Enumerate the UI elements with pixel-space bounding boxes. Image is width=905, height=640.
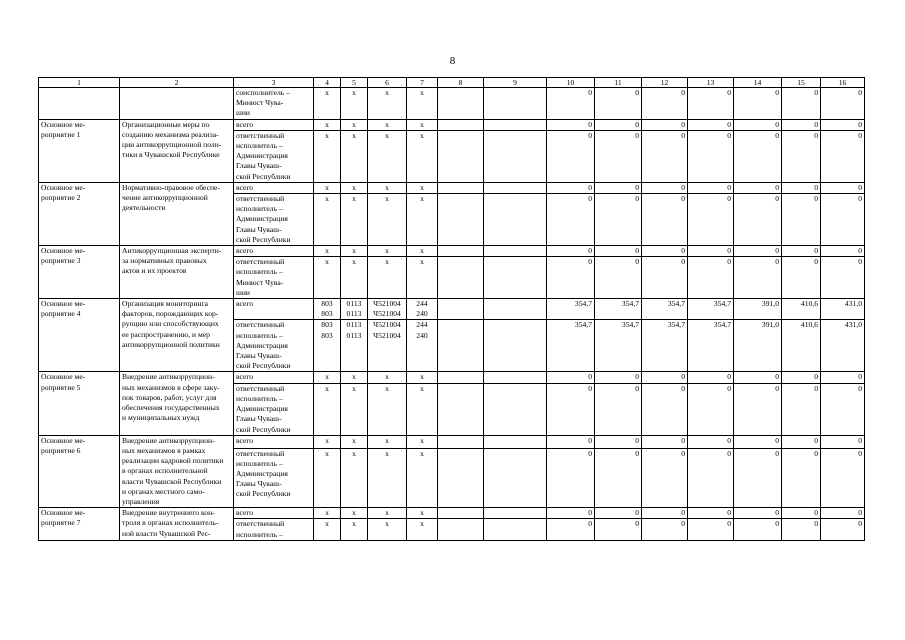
empty-cell: [438, 257, 484, 299]
executor-cell: всего: [234, 246, 314, 257]
target-article-cell: х: [368, 435, 407, 448]
amount-cell: 0: [595, 182, 642, 193]
empty-cell: [484, 508, 547, 519]
empty-cell: [438, 372, 484, 383]
empty-cell: [438, 182, 484, 193]
section-cell: х: [341, 194, 368, 246]
event-name-cell: Нормативно-правовое обеспе- чение антикоррупционной деятельности: [120, 182, 234, 245]
empty-cell: [438, 194, 484, 246]
amount-cell: 0: [782, 182, 821, 193]
event-code-cell: Основное ме- роприятие 2: [39, 182, 120, 245]
section-cell: х: [341, 246, 368, 257]
amount-cell: 354,7: [642, 299, 688, 320]
amount-cell: 0: [547, 435, 595, 448]
empty-cell: [438, 383, 484, 435]
grbs-cell: х: [314, 182, 341, 193]
table-row: [39, 182, 865, 193]
amount-cell: 354,7: [642, 320, 688, 372]
amount-cell: 0: [642, 383, 688, 435]
amount-cell: 0: [821, 88, 865, 120]
executor-cell: всего: [234, 508, 314, 519]
header-cell: 9: [484, 78, 547, 88]
section-cell: х: [341, 448, 368, 508]
amount-cell: 0: [782, 130, 821, 182]
amount-cell: 0: [782, 435, 821, 448]
empty-cell: [438, 88, 484, 120]
empty-cell: [484, 435, 547, 448]
event-name-cell: Организационные меры по созданию механизма реализа- ции антикоррупционной поли- тики в Чувашской Республике: [120, 119, 234, 182]
expense-type-cell: х: [407, 246, 438, 257]
amount-cell: 0: [688, 130, 734, 182]
amount-cell: 0: [734, 372, 782, 383]
amount-cell: 0: [547, 246, 595, 257]
empty-cell: [438, 130, 484, 182]
amount-cell: 0: [642, 194, 688, 246]
executor-cell: ответственный исполнитель – Минюст Чува- шии: [234, 257, 314, 299]
amount-cell: 354,7: [595, 320, 642, 372]
target-article-cell: х: [368, 182, 407, 193]
amount-cell: 0: [734, 508, 782, 519]
amount-cell: 431,0: [821, 320, 865, 372]
empty-cell: [438, 519, 484, 540]
amount-cell: 0: [734, 257, 782, 299]
empty-cell: [438, 508, 484, 519]
amount-cell: 0: [642, 257, 688, 299]
empty-cell: [484, 448, 547, 508]
amount-cell: 0: [821, 257, 865, 299]
table-row: [39, 246, 865, 257]
executor-cell: всего: [234, 119, 314, 130]
amount-cell: 0: [642, 88, 688, 120]
amount-cell: 0: [595, 383, 642, 435]
amount-cell: 0: [688, 182, 734, 193]
empty-cell: [484, 519, 547, 540]
amount-cell: 0: [782, 246, 821, 257]
amount-cell: 0: [595, 519, 642, 540]
empty-cell: [484, 88, 547, 120]
amount-cell: 0: [734, 519, 782, 540]
amount-cell: 0: [734, 194, 782, 246]
header-cell: 13: [688, 78, 734, 88]
amount-cell: 0: [688, 119, 734, 130]
amount-cell: 0: [547, 130, 595, 182]
empty-cell: [484, 130, 547, 182]
amount-cell: 0: [595, 257, 642, 299]
grbs-cell: х: [314, 246, 341, 257]
header-cell: 12: [642, 78, 688, 88]
section-cell: х: [341, 508, 368, 519]
target-article-cell: х: [368, 383, 407, 435]
empty-cell: [484, 383, 547, 435]
grbs-cell: 803 803: [314, 299, 341, 320]
expense-type-cell: х: [407, 194, 438, 246]
section-cell: х: [341, 88, 368, 120]
amount-cell: 0: [595, 508, 642, 519]
event-name-cell: Организация мониторинга факторов, порождающих кор- рупцию или способствующих ее распространению, и мер антикоррупционной политики: [120, 299, 234, 372]
amount-cell: 0: [688, 88, 734, 120]
empty-cell: [438, 119, 484, 130]
event-code-cell: Основное ме- роприятие 4: [39, 299, 120, 372]
grbs-cell: х: [314, 119, 341, 130]
grbs-cell: х: [314, 508, 341, 519]
section-cell: х: [341, 257, 368, 299]
expense-type-cell: х: [407, 257, 438, 299]
executor-cell: ответственный исполнитель –: [234, 519, 314, 540]
amount-cell: 354,7: [688, 320, 734, 372]
amount-cell: 0: [547, 372, 595, 383]
amount-cell: 0: [821, 435, 865, 448]
amount-cell: 0: [547, 448, 595, 508]
amount-cell: 0: [642, 182, 688, 193]
target-article-cell: х: [368, 508, 407, 519]
amount-cell: 391,0: [734, 320, 782, 372]
expense-type-cell: х: [407, 519, 438, 540]
header-cell: 8: [438, 78, 484, 88]
section-cell: 0113 0113: [341, 299, 368, 320]
amount-cell: 0: [821, 246, 865, 257]
executor-cell: соисполнитель – Минюст Чува- шии: [234, 88, 314, 120]
empty-cell: [484, 246, 547, 257]
header-cell: 11: [595, 78, 642, 88]
amount-cell: 0: [734, 182, 782, 193]
event-name-cell: Антикоррупционная эксперти- за нормативных правовых актов и их проектов: [120, 246, 234, 299]
amount-cell: 354,7: [547, 320, 595, 372]
event-code-cell: Основное ме- роприятие 3: [39, 246, 120, 299]
target-article-cell: х: [368, 257, 407, 299]
executor-cell: всего: [234, 182, 314, 193]
amount-cell: 0: [595, 435, 642, 448]
amount-cell: 0: [595, 372, 642, 383]
amount-cell: 391,0: [734, 299, 782, 320]
amount-cell: 410,6: [782, 299, 821, 320]
header-cell: 15: [782, 78, 821, 88]
event-name-cell: Внедрение антикоррупцион- ных механизмов в сфере заку- пок товаров, работ, услуг для обеспечения государственных и муниципальных нужд: [120, 372, 234, 435]
header-cell: 6: [368, 78, 407, 88]
section-cell: х: [341, 130, 368, 182]
amount-cell: 0: [734, 383, 782, 435]
amount-cell: 354,7: [595, 299, 642, 320]
amount-cell: 0: [821, 182, 865, 193]
page-number: 8: [449, 55, 456, 67]
amount-cell: 0: [547, 119, 595, 130]
executor-cell: ответственный исполнитель – Администрация Главы Чуваш- ской Республики: [234, 130, 314, 182]
amount-cell: 410,6: [782, 320, 821, 372]
amount-cell: 0: [782, 88, 821, 120]
target-article-cell: х: [368, 519, 407, 540]
expense-type-cell: х: [407, 435, 438, 448]
empty-cell: [484, 182, 547, 193]
amount-cell: 0: [547, 194, 595, 246]
amount-cell: 0: [821, 372, 865, 383]
header-cell: 4: [314, 78, 341, 88]
empty-cell: [438, 320, 484, 372]
executor-cell: всего: [234, 435, 314, 448]
amount-cell: 0: [595, 448, 642, 508]
table-row: [39, 119, 865, 130]
header-cell: 7: [407, 78, 438, 88]
event-code-cell: Основное ме- роприятие 1: [39, 119, 120, 182]
empty-cell: [484, 372, 547, 383]
table-row: [39, 372, 865, 383]
budget-table: [38, 77, 865, 541]
grbs-cell: х: [314, 88, 341, 120]
empty-cell: [438, 448, 484, 508]
section-cell: 0113 0113: [341, 320, 368, 372]
target-article-cell: х: [368, 88, 407, 120]
expense-type-cell: х: [407, 88, 438, 120]
empty-cell: [484, 299, 547, 320]
event-code-cell: Основное ме- роприятие 7: [39, 508, 120, 541]
empty-cell: [484, 194, 547, 246]
event-code-cell: [39, 88, 120, 120]
amount-cell: 0: [782, 383, 821, 435]
amount-cell: 0: [595, 119, 642, 130]
header-cell: 1: [39, 78, 120, 88]
amount-cell: 0: [642, 246, 688, 257]
amount-cell: 0: [547, 182, 595, 193]
header-cell: 10: [547, 78, 595, 88]
amount-cell: 0: [734, 246, 782, 257]
amount-cell: 354,7: [688, 299, 734, 320]
header-cell: 16: [821, 78, 865, 88]
executor-cell: ответственный исполнитель – Администрация Главы Чуваш- ской Республики: [234, 383, 314, 435]
amount-cell: 0: [782, 119, 821, 130]
empty-cell: [484, 257, 547, 299]
amount-cell: 0: [821, 519, 865, 540]
grbs-cell: х: [314, 448, 341, 508]
amount-cell: 0: [547, 519, 595, 540]
amount-cell: 0: [782, 508, 821, 519]
amount-cell: 0: [821, 383, 865, 435]
empty-cell: [438, 299, 484, 320]
event-name-cell: [120, 88, 234, 120]
table-row: [39, 435, 865, 448]
target-article-cell: х: [368, 372, 407, 383]
amount-cell: 0: [821, 130, 865, 182]
amount-cell: 0: [688, 383, 734, 435]
amount-cell: 0: [595, 130, 642, 182]
amount-cell: 0: [642, 130, 688, 182]
amount-cell: 0: [734, 88, 782, 120]
section-cell: х: [341, 519, 368, 540]
executor-cell: ответственный исполнитель – Администрация Главы Чуваш- ской Республики: [234, 194, 314, 246]
expense-type-cell: х: [407, 182, 438, 193]
section-cell: х: [341, 119, 368, 130]
executor-cell: ответственный исполнитель – Администрация Главы Чуваш- ской Республики: [234, 320, 314, 372]
expense-type-cell: х: [407, 119, 438, 130]
executor-cell: всего: [234, 372, 314, 383]
grbs-cell: х: [314, 130, 341, 182]
grbs-cell: х: [314, 435, 341, 448]
amount-cell: 0: [782, 372, 821, 383]
table-row: [39, 88, 865, 120]
grbs-cell: х: [314, 519, 341, 540]
amount-cell: 0: [642, 448, 688, 508]
grbs-cell: х: [314, 257, 341, 299]
amount-cell: 0: [642, 119, 688, 130]
target-article-cell: х: [368, 119, 407, 130]
empty-cell: [438, 435, 484, 448]
amount-cell: 354,7: [547, 299, 595, 320]
event-code-cell: Основное ме- роприятие 6: [39, 435, 120, 507]
expense-type-cell: х: [407, 448, 438, 508]
amount-cell: 0: [688, 508, 734, 519]
header-cell: 14: [734, 78, 782, 88]
amount-cell: 0: [782, 257, 821, 299]
amount-cell: 0: [734, 435, 782, 448]
empty-cell: [438, 246, 484, 257]
amount-cell: 0: [688, 372, 734, 383]
event-name-cell: Внедрение антикоррупцион- ных механизмов в рамках реализации кадровой политики в органах исполнительной власти Чувашской Республики и органах местного само- управления: [120, 435, 234, 507]
empty-cell: [484, 320, 547, 372]
header-cell: 3: [234, 78, 314, 88]
expense-type-cell: х: [407, 372, 438, 383]
amount-cell: 0: [821, 508, 865, 519]
section-cell: х: [341, 372, 368, 383]
expense-type-cell: х: [407, 383, 438, 435]
expense-type-cell: 244 240: [407, 320, 438, 372]
amount-cell: 0: [782, 448, 821, 508]
amount-cell: 0: [734, 130, 782, 182]
amount-cell: 0: [688, 435, 734, 448]
amount-cell: 0: [642, 519, 688, 540]
table-row: [39, 508, 865, 519]
amount-cell: 0: [734, 119, 782, 130]
target-article-cell: х: [368, 194, 407, 246]
grbs-cell: 803 803: [314, 320, 341, 372]
amount-cell: 0: [642, 508, 688, 519]
amount-cell: 0: [642, 435, 688, 448]
amount-cell: 0: [547, 88, 595, 120]
amount-cell: 0: [547, 383, 595, 435]
grbs-cell: х: [314, 383, 341, 435]
section-cell: х: [341, 435, 368, 448]
amount-cell: 0: [821, 119, 865, 130]
amount-cell: 0: [782, 194, 821, 246]
event-name-cell: Внедрение внутреннего кон- троля в органах исполнитель- ной власти Чувашской Рес-: [120, 508, 234, 541]
table-row: [39, 299, 865, 320]
grbs-cell: х: [314, 194, 341, 246]
amount-cell: 0: [688, 246, 734, 257]
empty-cell: [484, 119, 547, 130]
column-number-row: [39, 78, 865, 88]
target-article-cell: х: [368, 448, 407, 508]
header-cell: 2: [120, 78, 234, 88]
expense-type-cell: х: [407, 130, 438, 182]
amount-cell: 0: [782, 519, 821, 540]
event-code-cell: Основное ме- роприятие 5: [39, 372, 120, 435]
amount-cell: 0: [595, 88, 642, 120]
amount-cell: 0: [595, 194, 642, 246]
expense-type-cell: 244 240: [407, 299, 438, 320]
amount-cell: 0: [734, 448, 782, 508]
amount-cell: 0: [595, 246, 642, 257]
amount-cell: 0: [821, 194, 865, 246]
amount-cell: 0: [547, 508, 595, 519]
amount-cell: 0: [688, 519, 734, 540]
target-article-cell: х: [368, 246, 407, 257]
amount-cell: 0: [642, 372, 688, 383]
amount-cell: 0: [547, 257, 595, 299]
amount-cell: 0: [688, 194, 734, 246]
grbs-cell: х: [314, 372, 341, 383]
executor-cell: ответственный исполнитель – Администрация Главы Чуваш- ской Республики: [234, 448, 314, 508]
section-cell: х: [341, 383, 368, 435]
amount-cell: 431,0: [821, 299, 865, 320]
expense-type-cell: х: [407, 508, 438, 519]
executor-cell: всего: [234, 299, 314, 320]
header-cell: 5: [341, 78, 368, 88]
amount-cell: 0: [688, 448, 734, 508]
amount-cell: 0: [821, 448, 865, 508]
section-cell: х: [341, 182, 368, 193]
target-article-cell: х: [368, 130, 407, 182]
target-article-cell: Ч521004 Ч521004: [368, 320, 407, 372]
target-article-cell: Ч521004 Ч521004: [368, 299, 407, 320]
amount-cell: 0: [688, 257, 734, 299]
